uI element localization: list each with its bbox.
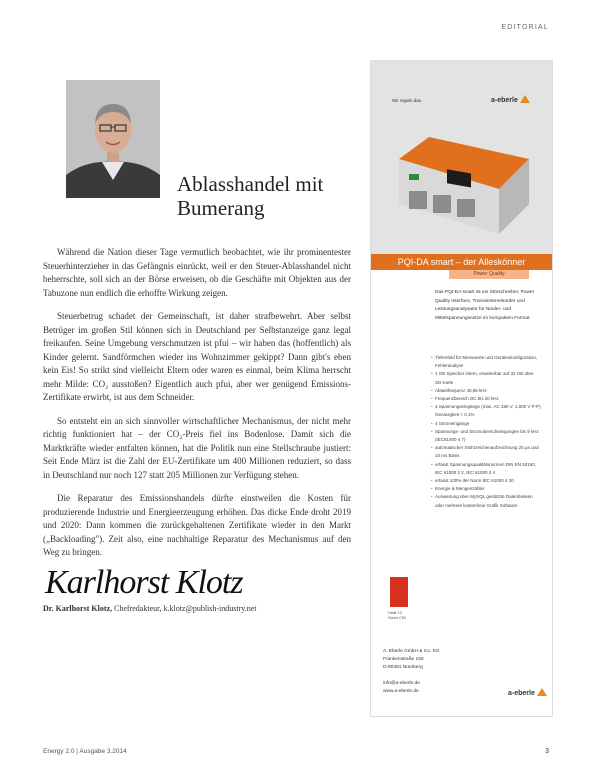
title-line-1: Ablasshandel mit (177, 172, 324, 196)
address-line (383, 672, 440, 680)
author-name: Dr. Karlhorst Klotz, (43, 604, 113, 613)
address-line: info@a-eberle.de (383, 681, 420, 686)
list-item: • Auswertung über MySQL gestützte Datenbanken oder mehrere kostenfreie Grafik Software (431, 493, 541, 509)
ad-tagline: Wir regeln das. (392, 98, 423, 103)
list-item: • 1 GB Speicher intern, erweiterbar auf 32 GB über SD Karte (431, 370, 541, 386)
list-item: • Frequenzbereich DC bis 20 kHz (431, 395, 541, 403)
paragraph: Steuerbetrug schadet der Gemeinschaft, ist daher strafbewehrt. Aber selbst Betrüger im großen Stil können sich in Deutschland per Selbstanzeige ganz legal freikaufen. Seine Umgebung verschmutzen ist pfui – wir haben das (hoffentlich) als Kinder gelernt. Sandförmchen wieder ins Wohnzimmer gekippt? Dann gibt's eben kein Eis! So strikt sind vielleicht Eltern oder waren es einmal, beim Klima herrscht mehr Milde: CO₂ ausstoßen? Eigentlich auch pfui, aber wer genügend Emissions-Zertifikate erwirbt, ist aus dem Schneider. (43, 311, 351, 402)
address-line: Frankenstraße 160 (383, 657, 424, 662)
list-item: • 4 Stromeingänge (431, 420, 541, 428)
brand-logo-bottom (508, 688, 547, 697)
list-item: • Energie & Mengenzähler (431, 485, 541, 493)
list-item: • erfasst 100% der Norm IEC 61000 4 30 (431, 477, 541, 485)
article-title (177, 172, 323, 220)
address-line: A. Eberle GmbH & Co. KG (383, 649, 440, 654)
address-line: D-90461 Nürnberg (383, 665, 423, 670)
author-photo (66, 80, 160, 198)
fair-hall: Halle 13 (388, 611, 402, 615)
feature-list (431, 354, 541, 510)
paragraph: Die Reparatur des Emissionshandels dürfte einstweilen die Kosten für produzierende Industrie und Energieerzeugung erhöhen. Das dicke Ende droht 2019 und 2020: Dann kommen die zurückgehaltenen Zertifikate wieder in den Markt („Backloading"). Zeit also, eine nachhaltige Reparatur des Mechanismus auf den Weg zu bringen. (43, 493, 351, 557)
fair-location (388, 611, 406, 621)
product-device-image (389, 129, 537, 239)
company-address (383, 648, 440, 696)
product-description: Das PQI-DA smart ist ein Störschreiber, Power Quality Interface, Transientenrekorder und Leistungsanalysator für Nieder- und Mittelspannungsnetze im kompakten Format. (435, 290, 535, 321)
title-line-2: Bumerang (177, 196, 265, 220)
article-body (43, 246, 351, 570)
paragraph: So entsteht ein an sich sinnvoller wirtschaftlicher Mechanismus, der nicht mehr richtig funktioniert hat – der CO₂-Preis fiel ins Bodenlose. Damit sich die Marktkräfte wieder entfalten können, hat die Politik nun eine Stellschraube justiert: Seit Ende März ist die Zahl der EU-Zertifikate um 400 Millionen reduziert, so dass in Deutschland nur noch 127 statt 205 Millionen zur Verfügung stehen. (43, 415, 351, 480)
list-item: • Abtastfrequenz 40,96 kHz (431, 387, 541, 395)
list-item: • automatischer Stöhrzeichenaufzeichnung 25 µs und 10 ms Basis (431, 444, 541, 460)
advertisement (370, 60, 553, 717)
trade-fair-badge-icon (390, 577, 408, 607)
page-number: 3 (545, 748, 549, 755)
list-item: • erfasst Spannungsqualitätsnormen DIN EN 50160, IEC 61000 2 2, IEC 61000 2 4 (431, 461, 541, 477)
journal-footer: Energy 2.0 | Ausgabe 3.2014 (43, 748, 127, 755)
logo-triangle-icon (520, 95, 530, 103)
logo-triangle-icon (537, 688, 547, 696)
section-label: EDITORIAL (501, 24, 549, 31)
brand-name: a-eberle (491, 97, 518, 104)
list-item: • Spannungs- und Stromoberschwingungen bis 9 kHz (IEC61000 4 7) (431, 428, 541, 444)
brand-logo (491, 95, 530, 104)
author-byline (43, 604, 257, 613)
brand-name: a-eberle (508, 690, 535, 697)
author-role: Chefredakteur, k.klotz@publish-industry.net (112, 604, 257, 613)
product-banner: PQI-DA smart – der Alleskönner (371, 254, 552, 270)
paragraph: Während die Nation dieser Tage vermutlich beobachtet, wie ihr prominentester Steuerhinterzieher in das Gefängnis einrückt, weil er den Steuer-Ablasshandel nicht beherrschte, soll sich an der Börse erweisen, ob die Geschäfte mit Objekten aus der Tabuzone nun endlich die erhoffte Wirkung zeigen. (43, 247, 351, 298)
list-item: • Tiefenfeld für Messwerte und Geräteskonfiguration, Fehleranalyse (431, 354, 541, 370)
handwritten-signature: Karlhorst Klotz (45, 564, 243, 601)
product-category: Power Quality (449, 270, 529, 279)
address-line: www.a-eberle.de (383, 689, 419, 694)
fair-stand: Stand C60 (388, 616, 406, 620)
list-item: • 4 Spannungseingänge (max. AC 480 V, 1.000 V P-P) Genauigkeit < 0,1% (431, 403, 541, 419)
